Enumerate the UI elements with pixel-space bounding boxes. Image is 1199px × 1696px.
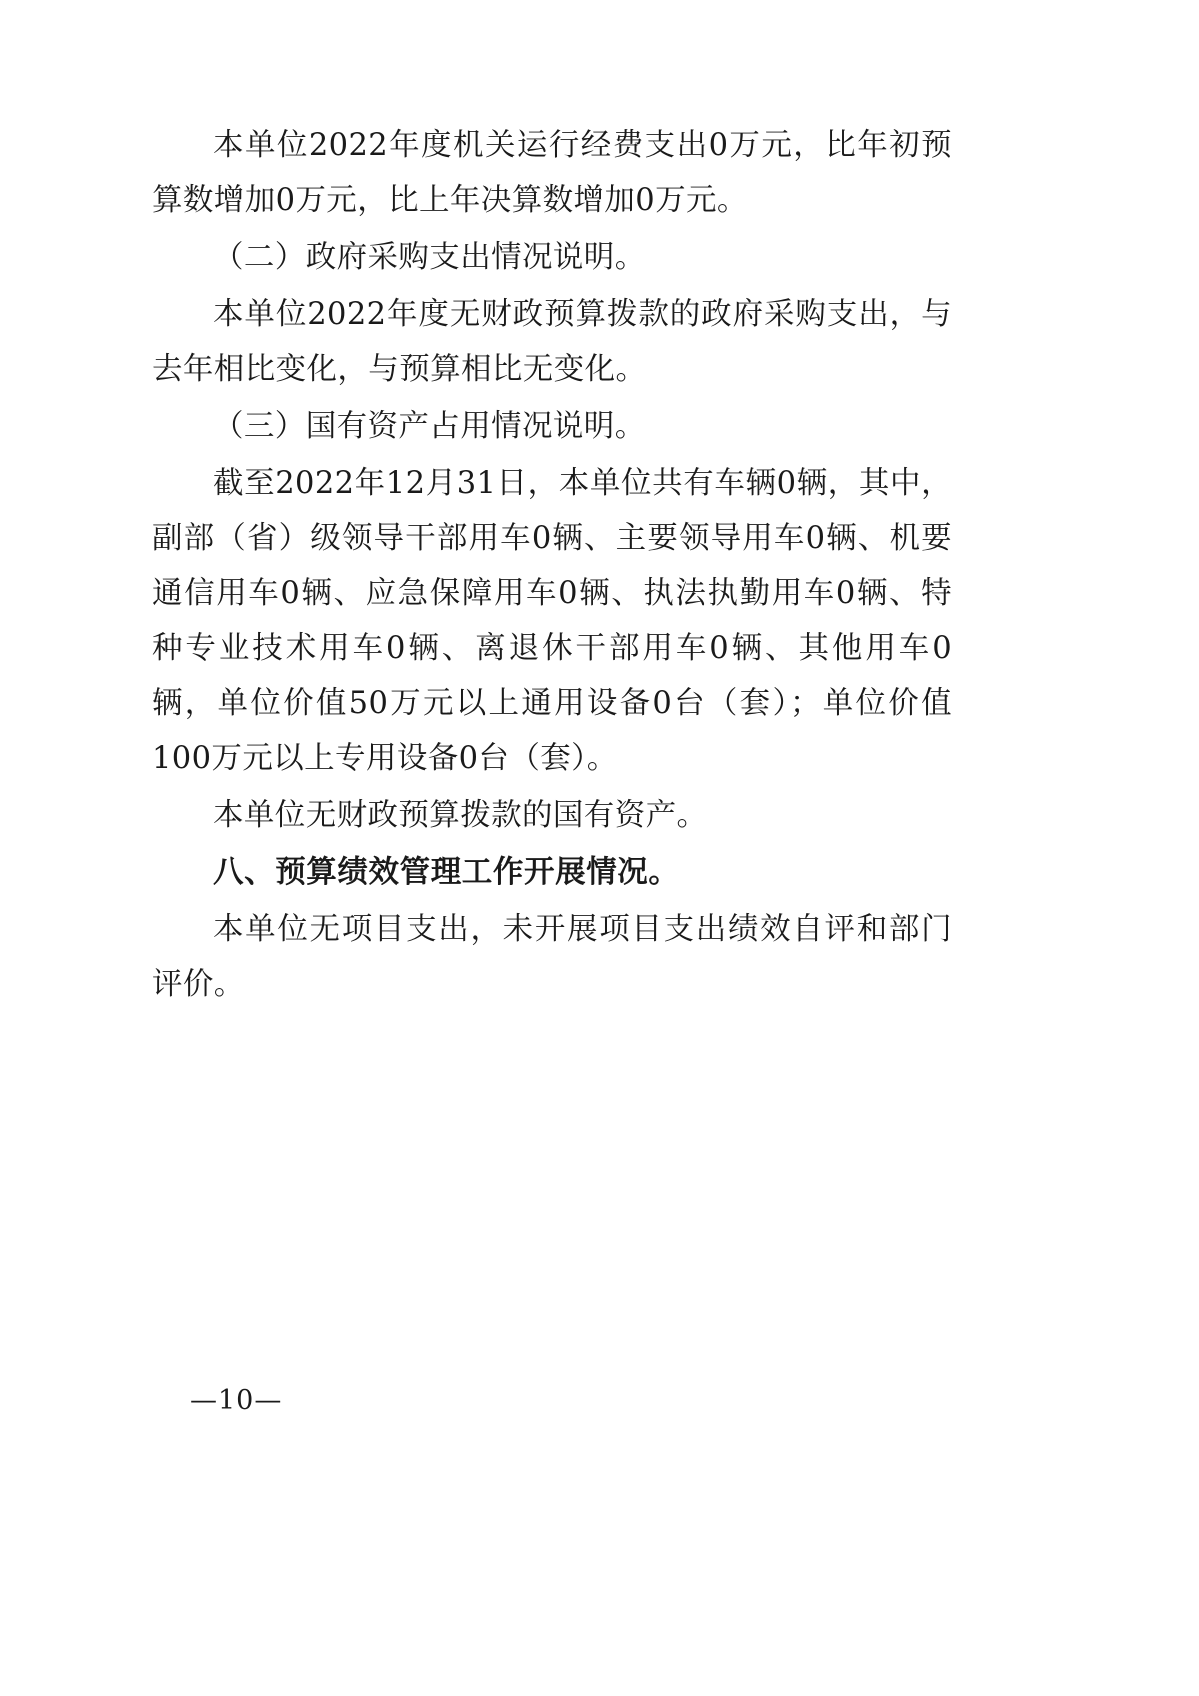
paragraph-section-3-title: （三）国有资产占用情况说明。 (213, 409, 646, 444)
paragraph-performance: 本单位无项目支出，未开展项目支出绩效自评和部门评价。 (152, 912, 952, 1002)
paragraph-no-state-assets: 本单位无财政预算拨款的国有资产。 (213, 798, 708, 833)
paragraph-operating-expense: 本单位2022年度机关运行经费支出0万元，比年初预算数增加0万元，比上年决算数增加0万元。 (152, 128, 952, 218)
paragraph-procurement: 本单位2022年度无财政预算拨款的政府采购支出，与去年相比变化，与预算相比无变化。 (152, 297, 952, 387)
paragraph-state-assets: 截至2022年12月31日，本单位共有车辆0辆，其中，副部（省）级领导干部用车0辆、主要领导用车0辆、机要通信用车0辆、应急保障用车0辆、执法执勤用车0辆、特种专业技术用车0辆、离退休干部用车0辆、其他用车0辆，单位价值50万元以上通用设备0台（套）；单位价值100万元以上专用设备0台（套）。 (152, 466, 952, 776)
page-number: —10— (190, 1385, 283, 1416)
document-body (152, 118, 952, 1014)
heading-section-8: 八、预算绩效管理工作开展情况。 (213, 854, 680, 890)
paragraph-section-2-title: （二）政府采购支出情况说明。 (213, 240, 646, 275)
